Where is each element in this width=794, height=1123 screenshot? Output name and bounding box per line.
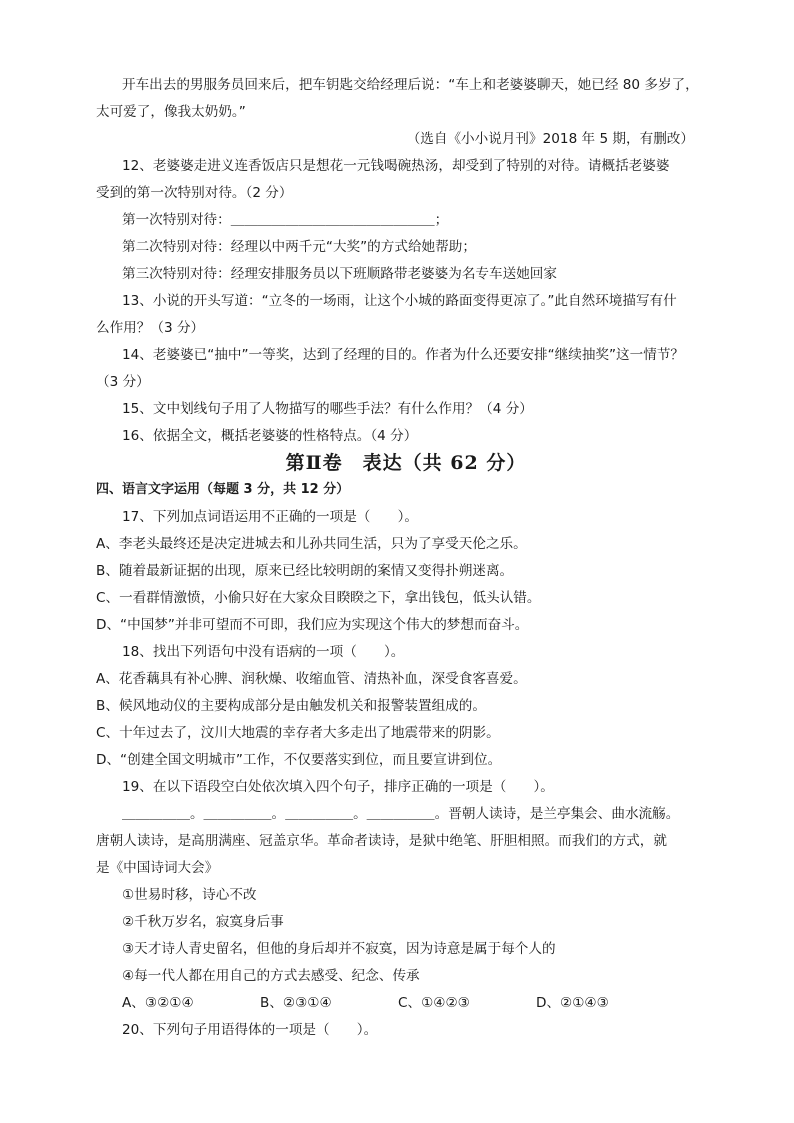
option-c: C、①④②③ [398,995,470,1011]
option-c: C、一看群情激愤，小偷只好在大家众目睽睽之下，拿出钱包，低头认错。 [96,590,541,606]
question-17: 17、下列加点词语运用不正确的一项是（ ）。 [122,509,418,525]
sentence-3: ③天才诗人青史留名，但他的身后却并不寂寞，因为诗意是属于每个人的 [122,941,556,957]
option-b: B、候风地动仪的主要构成部分是由触发机关和报警装置组成的。 [96,698,486,714]
option-row [122,993,716,1013]
option-d: D、“中国梦”并非可望而不可即，我们应为实现这个伟大的梦想而奋斗。 [96,617,529,633]
option-b: B、②③①④ [260,995,332,1011]
option-a: A、李老头最终还是决定进城去和儿孙共同生活，只为了享受天伦之乐。 [96,536,527,552]
question-18: 18、找出下列语句中没有语病的一项（ ）。 [122,644,405,660]
sentence-1: ①世易时移，诗心不改 [122,887,257,903]
part-header: 四、语言文字运用（每题 3 分，共 12 分） [96,482,350,497]
passage-line: 是《中国诗词大会》 [96,860,219,876]
passage-line: ＿＿＿＿＿。＿＿＿＿＿。＿＿＿＿＿。＿＿＿＿＿。晋朝人读诗，是兰亭集会、曲水流觞。 [122,806,680,822]
question-13: 13、小说的开头写道：“立冬的一场雨，让这个小城的路面变得更凉了。”此自然环境描写有什 [122,293,677,309]
passage-line: 开车出去的男服务员回来后，把车钥匙交给经理后说：“车上和老婆婆聊天，她已经 80 多岁了， [122,77,699,93]
option-d: D、②①④③ [536,995,609,1011]
question-16: 16、依据全文，概括老婆婆的性格特点。（4 分） [122,428,418,444]
option-c: C、十年过去了，汶川大地震的幸存者大多走出了地震带来的阴影。 [96,725,500,741]
sentence-4: ④每一代人都在用自己的方式去感受、纪念、传承 [122,968,420,984]
answer-line-1: 第一次特别对待：＿＿＿＿＿＿＿＿＿＿＿＿＿＿＿； [122,212,449,228]
question-15: 15、文中划线句子用了人物描写的哪些手法？有什么作用？（4 分） [122,401,533,417]
answer-line-3: 第三次特别对待：经理安排服务员以下班顺路带老婆婆为名专车送她回家 [122,266,557,282]
question-14-cont: （3 分） [96,374,150,390]
question-20: 20、下列句子用语得体的一项是（ ）。 [122,1022,378,1038]
passage-source: （选自《小小说月刊》2018 年 5 期，有删改） [406,131,694,147]
option-d: D、“创建全国文明城市”工作，不仅要落实到位，而且要宣讲到位。 [96,752,502,768]
question-13-cont: 么作用？（3 分） [96,320,205,336]
question-12-cont: 受到的第一次特别对待。（2 分） [96,185,293,201]
question-12: 12、老婆婆走进义连香饭店只是想花一元钱喝碗热汤，却受到了特别的对待。请概括老婆婆 [122,158,670,174]
answer-line-2: 第二次特别对待：经理以中两千元“大奖”的方式给她帮助； [122,239,476,255]
option-b: B、随着最新证据的出现，原来已经比较明朗的案情又变得扑朔迷离。 [96,563,514,579]
option-a: A、③②①④ [122,995,194,1011]
question-14: 14、老婆婆已“抽中”一等奖，达到了经理的目的。作者为什么还要安排“继续抽奖”这一情节？ [122,347,685,363]
question-19: 19、在以下语段空白处依次填入四个句子，排序正确的一项是（ ）。 [122,779,554,795]
section-title: 第Ⅱ卷 表达（共 62 分） [285,452,527,474]
option-a: A、花香藕具有补心脾、润秋燥、收缩血管、清热补血，深受食客喜爱。 [96,671,527,687]
sentence-2: ②千秋万岁名，寂寞身后事 [122,914,284,930]
passage-line: 唐朝人读诗，是高朋满座、冠盖京华。革命者读诗，是狱中绝笔、肝胆相照。而我们的方式，就 [96,833,667,849]
passage-line: 太可爱了，像我太奶奶。” [96,104,246,120]
